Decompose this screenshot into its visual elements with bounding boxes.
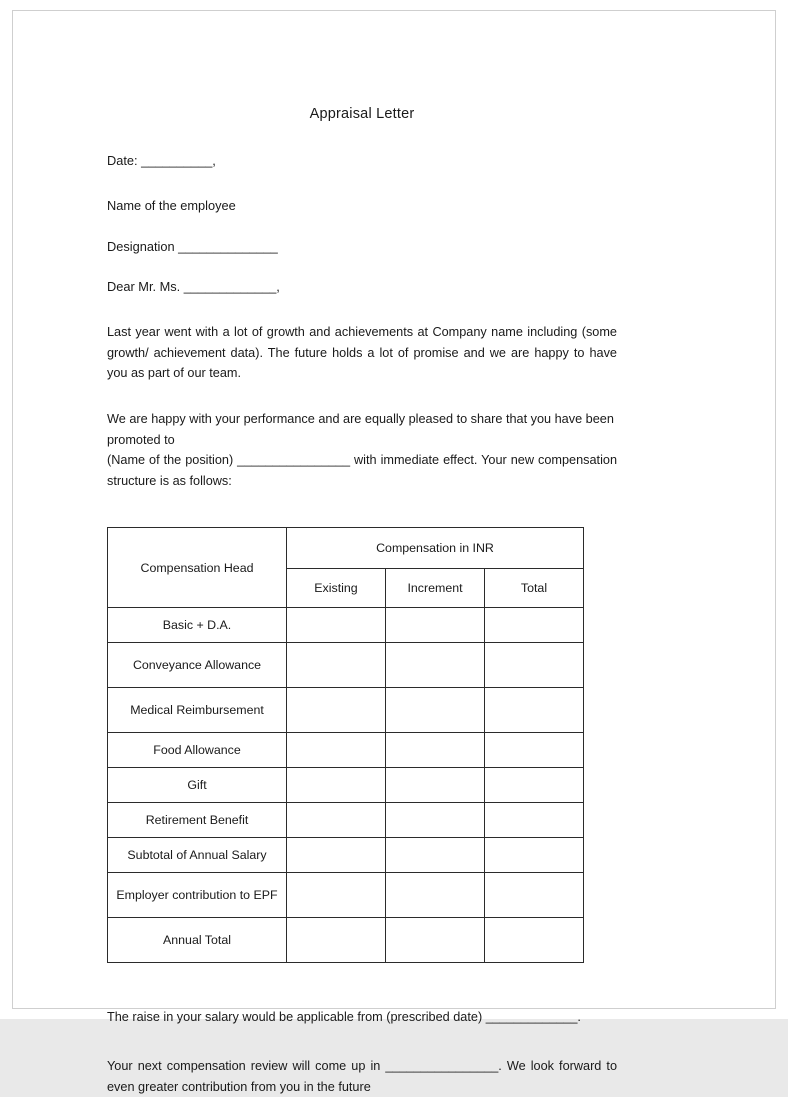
row-label-medical-reimbursement: Medical Reimbursement [108,688,287,733]
cell-increment[interactable] [386,768,485,803]
cell-total[interactable] [485,768,584,803]
paragraph-next-review: Your next compensation review will come up in ________________. We look forward to even greater contribution from you in the future [107,1058,617,1094]
table-row [108,688,584,733]
row-label-conveyance-allowance: Conveyance Allowance [108,643,287,688]
cell-total[interactable] [485,688,584,733]
cell-increment[interactable] [386,918,485,963]
page-title: Appraisal Letter [309,106,415,122]
compensation-table [107,527,584,963]
cell-existing[interactable] [287,688,386,733]
letter-content [107,11,617,1097]
employee-name-line: Name of the employee [107,197,236,213]
cell-total[interactable] [485,643,584,688]
designation-line: Designation ______________ [107,238,278,254]
column-header-total: Total [485,569,584,608]
cell-increment[interactable] [386,608,485,643]
table-row [108,608,584,643]
cell-total[interactable] [485,608,584,643]
table-row [108,918,584,963]
paragraph-promotion-line-2: (Name of the position) ________________ with immediate effect. Your new compensation structure is as follows: [107,453,617,488]
table-row [108,873,584,918]
date-line: Date: __________, [107,153,216,168]
row-label-employer-contribution-epf: Employer contribution to EPF [108,873,287,918]
cell-total[interactable] [485,918,584,963]
cell-existing[interactable] [287,643,386,688]
table-row [108,768,584,803]
row-label-basic-da: Basic + D.A. [108,608,287,643]
cell-total[interactable] [485,838,584,873]
compensation-group-header: Compensation in INR [287,528,584,569]
salutation-line: Dear Mr. Ms. _____________, [107,279,280,295]
row-label-annual-total: Annual Total [108,918,287,963]
cell-total[interactable] [485,873,584,918]
cell-total[interactable] [485,733,584,768]
row-label-food-allowance: Food Allowance [108,733,287,768]
cell-existing[interactable] [287,803,386,838]
cell-existing[interactable] [287,768,386,803]
row-label-retirement-benefit: Retirement Benefit [108,803,287,838]
cell-existing[interactable] [287,838,386,873]
table-row [108,838,584,873]
cell-existing[interactable] [287,608,386,643]
paragraph-intro: Last year went with a lot of growth and achievements at Company name including (some growth/ achievement data). The future holds a lot of promise and we are happy to have you as part of our team. [107,325,617,381]
cell-total[interactable] [485,803,584,838]
cell-increment[interactable] [386,733,485,768]
cell-increment[interactable] [386,803,485,838]
paper-sheet [12,10,776,1094]
cell-increment[interactable] [386,873,485,918]
cell-increment[interactable] [386,688,485,733]
cell-existing[interactable] [287,733,386,768]
compensation-table-body [108,528,584,963]
cell-increment[interactable] [386,643,485,688]
cell-increment[interactable] [386,838,485,873]
column-header-existing: Existing [287,569,386,608]
paragraph-promotion-line-1: We are happy with your performance and are equally pleased to share that you have been promoted to [107,412,614,447]
table-header-row-1 [108,528,584,569]
paragraph-raise-applicable: The raise in your salary would be applicable from (prescribed date) _____________. [107,1010,581,1025]
table-row [108,643,584,688]
row-label-gift: Gift [108,768,287,803]
cell-existing[interactable] [287,918,386,963]
table-row [108,733,584,768]
table-row [108,803,584,838]
row-label-subtotal-annual-salary: Subtotal of Annual Salary [108,838,287,873]
compensation-head-label: Compensation Head [108,528,287,608]
column-header-increment: Increment [386,569,485,608]
cell-existing[interactable] [287,873,386,918]
